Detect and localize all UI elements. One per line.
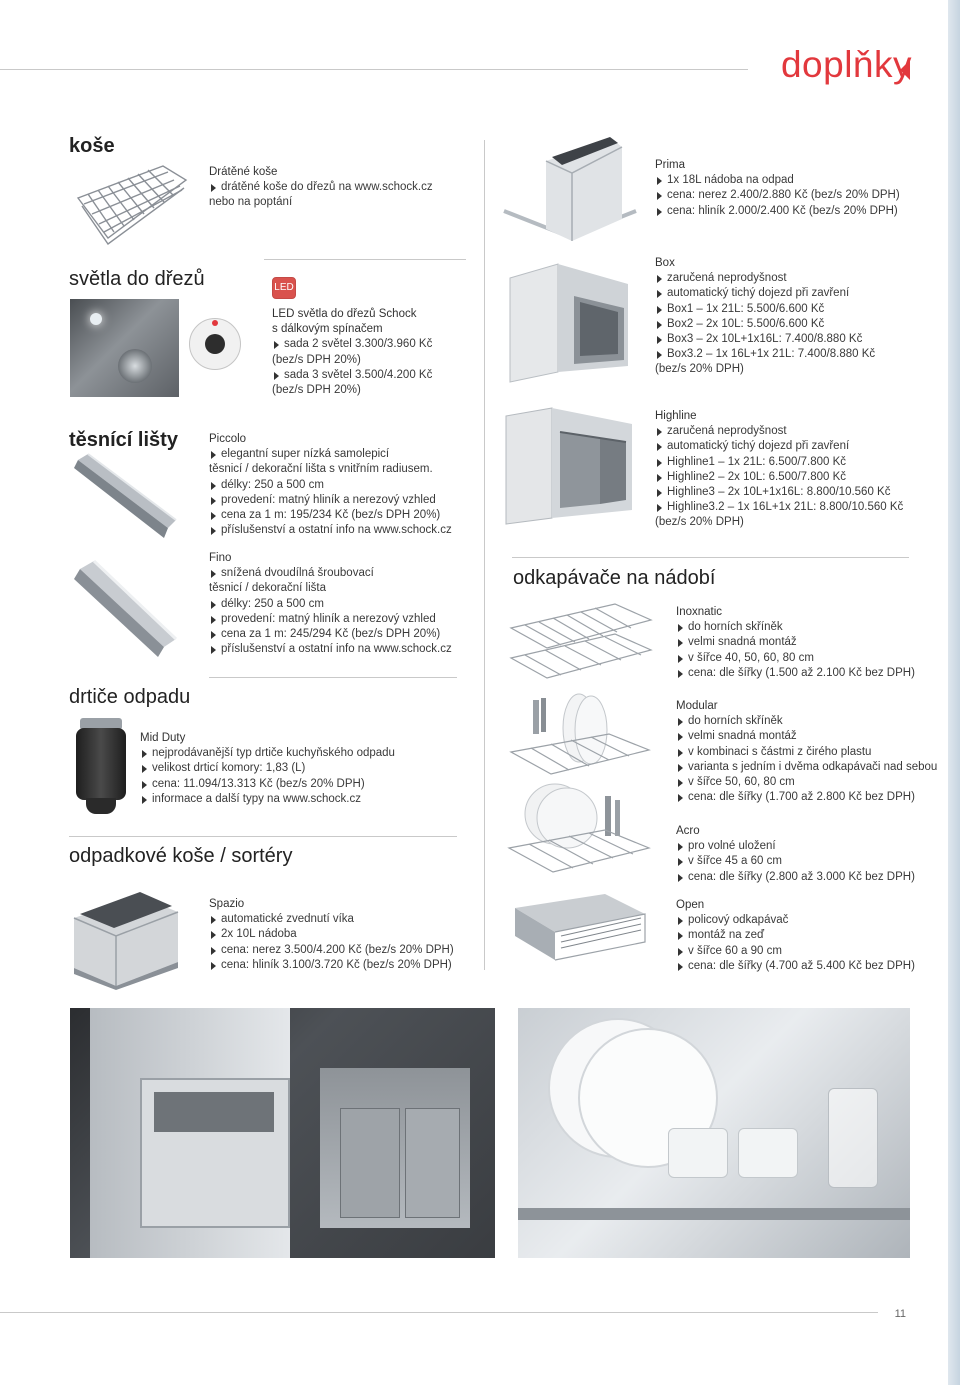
inoxnatic-rack-image bbox=[505, 598, 655, 686]
prima-item: cena: nerez 2.400/2.880 Kč (bez/s 20% DPH) bbox=[655, 188, 945, 203]
highline-item: Highline3 – 2x 10L+1x16L: 8.800/10.560 Kč bbox=[655, 485, 945, 500]
acro-item: cena: dle šířky (2.800 až 3.000 Kč bez DPH) bbox=[676, 870, 956, 885]
highline-text bbox=[655, 409, 945, 531]
prima-item: 1x 18L nádoba na odpad bbox=[655, 173, 945, 188]
drtice-item: informace a další typy na www.schock.cz bbox=[140, 792, 460, 807]
acro-item: v šířce 45 a 60 cm bbox=[676, 854, 956, 869]
kose-tail: nebo na poptání bbox=[209, 196, 293, 209]
piccolo-text bbox=[209, 432, 479, 538]
header-rule bbox=[0, 69, 748, 70]
open-item: policový odkapávač bbox=[676, 913, 956, 928]
svetla-head2: s dálkovým spínačem bbox=[272, 323, 383, 336]
spazio-item: cena: hliník 3.100/3.720 Kč (bez/s 20% DPH) bbox=[209, 958, 479, 973]
spazio-item: 2x 10L nádoba bbox=[209, 927, 479, 942]
spazio-text bbox=[209, 897, 479, 973]
inoxnatic-item: do horních skříněk bbox=[676, 620, 956, 635]
drtice-head: Mid Duty bbox=[140, 732, 186, 744]
modular-rack-image bbox=[505, 688, 655, 784]
box-item: Box1 – 1x 21L: 5.500/6.600 Kč bbox=[655, 302, 945, 317]
piccolo-item: provedení: matný hliník a nerezový vzhled bbox=[209, 493, 479, 508]
page-title: doplňky bbox=[780, 44, 912, 85]
acro-text bbox=[676, 824, 956, 885]
highline-item: automatický tichý dojezd při zavření bbox=[655, 439, 945, 454]
footer-rule bbox=[0, 1312, 878, 1313]
fino-item: příslušenství a ostatní info na www.schock.cz bbox=[209, 642, 479, 657]
open-text bbox=[676, 898, 956, 974]
highline-bin-image bbox=[500, 398, 640, 530]
acro-item: pro volné uložení bbox=[676, 839, 956, 854]
modular-item: varianta s jedním i dvěma odkapávači nad sebou bbox=[676, 760, 956, 775]
inoxnatic-item: v šířce 40, 50, 60, 80 cm bbox=[676, 651, 956, 666]
prima-item: cena: hliník 2.000/2.400 Kč (bez/s 20% DPH) bbox=[655, 204, 945, 219]
kose-head: Drátěné koše bbox=[209, 166, 278, 178]
spazio-head: Spazio bbox=[209, 898, 245, 910]
page-number: 11 bbox=[894, 1308, 906, 1320]
open-rack-image bbox=[505, 888, 655, 976]
box-item: automatický tichý dojezd při zavření bbox=[655, 286, 945, 301]
remote-switch-image bbox=[185, 310, 245, 386]
piccolo-strip-image bbox=[72, 450, 180, 542]
spazio-bin-image bbox=[60, 878, 186, 990]
section-title-tesnici: těsnící lišty bbox=[69, 429, 178, 451]
page-edge-strip bbox=[948, 0, 960, 1385]
title-triangle-icon bbox=[900, 60, 910, 80]
piccolo-item: cena za 1 m: 195/234 Kč (bez/s DPH 20%) bbox=[209, 508, 479, 523]
svetla-item2: sada 3 světel 3.500/4.200 Kč bbox=[272, 368, 472, 383]
section-title-kose: koše bbox=[69, 135, 115, 157]
modular-head: Modular bbox=[676, 700, 718, 712]
modular-item: v kombinaci s částmi z čirého plastu bbox=[676, 745, 956, 760]
open-item: montáž na zeď bbox=[676, 928, 956, 943]
fino-item: provedení: matný hliník a nerezový vzhled bbox=[209, 612, 479, 627]
inoxnatic-head: Inoxnatic bbox=[676, 606, 723, 618]
box-item: zaručená neprodyšnost bbox=[655, 271, 945, 286]
highline-item: Highline1 – 1x 21L: 6.500/7.800 Kč bbox=[655, 455, 945, 470]
modular-item: cena: dle šířky (1.700 až 2.800 Kč bez DPH) bbox=[676, 790, 956, 805]
sink-light-image bbox=[70, 299, 179, 397]
box-bin-image bbox=[500, 256, 640, 388]
piccolo-item: příslušenství a ostatní info na www.schock.cz bbox=[209, 523, 479, 538]
kose-text bbox=[209, 165, 479, 211]
rule-odkapavace bbox=[512, 557, 909, 558]
fino-text bbox=[209, 551, 479, 657]
highline-item: Highline3.2 – 1x 16L+1x 21L: 8.800/10.560 Kč bbox=[655, 500, 945, 515]
svetla-line1: (bez/s DPH 20%) bbox=[272, 353, 361, 366]
rule-svetla bbox=[264, 259, 466, 260]
inoxnatic-text bbox=[676, 605, 956, 681]
section-title-drtice: drtiče odpadu bbox=[69, 686, 191, 708]
section-title-odkapavace: odkapávače na nádobí bbox=[513, 567, 716, 589]
acro-rack-image bbox=[505, 778, 655, 888]
highline-item: zaručená neprodyšnost bbox=[655, 424, 945, 439]
fino-head: Fino bbox=[209, 552, 232, 564]
fino-item1: snížená dvoudílná šroubovací bbox=[209, 566, 479, 581]
prima-text bbox=[655, 158, 945, 219]
spazio-item: cena: nerez 3.500/4.200 Kč (bez/s 20% DPH) bbox=[209, 943, 479, 958]
modular-item: velmi snadná montáž bbox=[676, 729, 956, 744]
fino-strip-image bbox=[72, 555, 182, 660]
modular-item: do horních skříněk bbox=[676, 714, 956, 729]
modular-item: v šířce 50, 60, 80 cm bbox=[676, 775, 956, 790]
inoxnatic-item: velmi snadná montáž bbox=[676, 635, 956, 650]
svetla-item1: sada 2 světel 3.300/3.960 Kč bbox=[272, 337, 472, 352]
kose-item: drátěné koše do dřezů na www.schock.cz bbox=[209, 180, 479, 195]
highline-head: Highline bbox=[655, 410, 697, 422]
box-text bbox=[655, 256, 945, 378]
svetla-head1: LED světla do dřezů Schock bbox=[272, 308, 417, 320]
box-tail: (bez/s 20% DPH) bbox=[655, 363, 744, 376]
piccolo-head: Piccolo bbox=[209, 433, 247, 445]
box-item: Box3 – 2x 10L+1x16L: 7.400/8.880 Kč bbox=[655, 332, 945, 347]
wire-basket-image bbox=[68, 158, 192, 250]
fino-item: délky: 250 a 500 cm bbox=[209, 597, 479, 612]
acro-head: Acro bbox=[676, 825, 700, 837]
piccolo-item1: elegantní super nízká samolepicí bbox=[209, 447, 479, 462]
rule-odpadkove bbox=[69, 836, 457, 837]
highline-item: Highline2 – 2x 10L: 6.500/7.800 Kč bbox=[655, 470, 945, 485]
box-item: Box3.2 – 1x 16L+1x 21L: 7.400/8.880 Kč bbox=[655, 347, 945, 362]
drtice-item: cena: 11.094/13.313 Kč (bez/s 20% DPH) bbox=[140, 777, 460, 792]
highline-tail: (bez/s 20% DPH) bbox=[655, 516, 744, 529]
rule-drtice bbox=[209, 677, 457, 678]
svetla-text bbox=[272, 307, 472, 398]
drtice-item: velikost drticí komory: 1,83 (L) bbox=[140, 761, 460, 776]
column-divider bbox=[484, 140, 485, 970]
open-head: Open bbox=[676, 899, 705, 911]
piccolo-item: délky: 250 a 500 cm bbox=[209, 478, 479, 493]
box-head: Box bbox=[655, 257, 675, 269]
modular-text bbox=[676, 699, 956, 805]
fino-line1: těsnicí / dekorační lišta bbox=[209, 582, 326, 595]
section-title-svetla: světla do dřezů bbox=[69, 268, 205, 290]
prima-bin-image bbox=[500, 133, 640, 249]
prima-head: Prima bbox=[655, 159, 686, 171]
led-badge: LED bbox=[272, 277, 296, 299]
drtice-item: nejprodávanější typ drtiče kuchyňského odpadu bbox=[140, 746, 460, 761]
open-item: v šířce 60 a 90 cm bbox=[676, 944, 956, 959]
fino-item: cena za 1 m: 245/294 Kč (bez/s DPH 20%) bbox=[209, 627, 479, 642]
waste-disposer-image bbox=[72, 718, 130, 816]
svetla-line2: (bez/s DPH 20%) bbox=[272, 384, 361, 397]
piccolo-line1: těsnicí / dekorační lišta s vnitřním radiusem. bbox=[209, 463, 433, 476]
open-item: cena: dle šířky (4.700 až 5.400 Kč bez DPH) bbox=[676, 959, 956, 974]
section-title-odpadkove: odpadkové koše / sortéry bbox=[69, 845, 293, 867]
drtice-text bbox=[140, 731, 460, 807]
spazio-item: automatické zvednutí víka bbox=[209, 912, 479, 927]
dish-rack-photo bbox=[518, 1008, 910, 1258]
inoxnatic-item: cena: dle šířky (1.500 až 2.100 Kč bez DPH) bbox=[676, 666, 956, 681]
sorter-drawer-photo bbox=[70, 1008, 495, 1258]
box-item: Box2 – 2x 10L: 5.500/6.600 Kč bbox=[655, 317, 945, 332]
